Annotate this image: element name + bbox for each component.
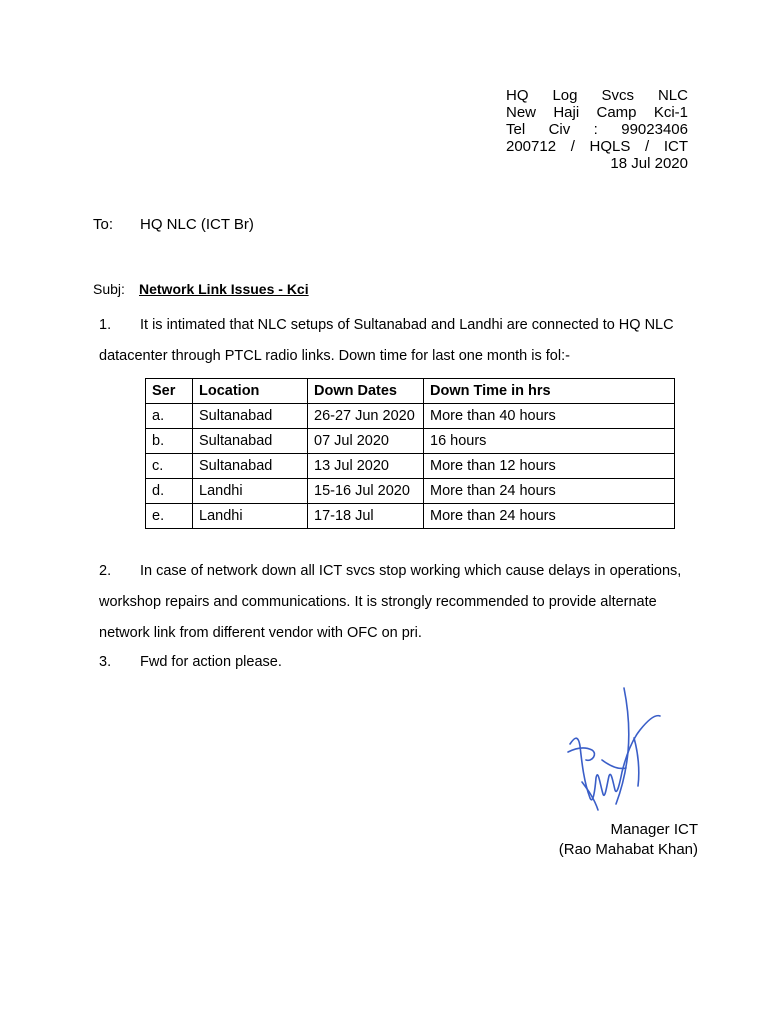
address-line-2 (506, 104, 688, 121)
handwritten-signature (562, 686, 667, 816)
table-cell: More than 24 hours (424, 479, 675, 504)
table-cell: e. (146, 504, 193, 529)
paragraph-number: 2. (99, 563, 112, 579)
address-word: Haji (553, 104, 580, 121)
paragraph-1 (99, 310, 699, 372)
letterhead-address (506, 87, 688, 172)
table-row (146, 454, 675, 479)
reference-word: HQLS (589, 138, 631, 155)
letter-date (506, 155, 688, 172)
table-cell: Landhi (193, 479, 308, 504)
date-text: 18 Jul 2020 (610, 155, 688, 172)
column-header: Ser (146, 379, 193, 404)
table-cell: 13 Jul 2020 (308, 454, 424, 479)
table-cell: 07 Jul 2020 (308, 429, 424, 454)
address-line-1 (506, 87, 688, 104)
paragraph-text: Fwd for action please. (140, 654, 282, 670)
table-row (146, 504, 675, 529)
table-row (146, 404, 675, 429)
table-cell: More than 24 hours (424, 504, 675, 529)
downtime-table (145, 378, 675, 529)
address-word: Civ (548, 121, 571, 138)
table-cell: Landhi (193, 504, 308, 529)
to-label: To: (93, 216, 114, 233)
paragraph-number: 1. (99, 317, 112, 333)
address-word: Kci-1 (653, 104, 688, 121)
address-word: Camp (596, 104, 637, 121)
table-cell: 16 hours (424, 429, 675, 454)
column-header: Down Dates (308, 379, 424, 404)
column-header: Location (193, 379, 308, 404)
subject-text: Network Link Issues - Kci (139, 281, 309, 297)
table-cell: 15-16 Jul 2020 (308, 479, 424, 504)
address-line-4 (506, 138, 688, 155)
phone-number: 99023406 (621, 121, 688, 138)
address-line-3 (506, 121, 688, 138)
table-cell: More than 12 hours (424, 454, 675, 479)
address-word: Tel (506, 121, 526, 138)
column-header: Down Time in hrs (424, 379, 675, 404)
address-word: : (593, 121, 598, 138)
table-row (146, 429, 675, 454)
reference-word: / (645, 138, 650, 155)
reference-word: ICT (663, 138, 688, 155)
table-row (146, 479, 675, 504)
subject-line (93, 281, 309, 297)
table-cell: 17-18 Jul (308, 504, 424, 529)
addressee-line (93, 216, 254, 233)
table-cell: b. (146, 429, 193, 454)
reference-word: 200712 (506, 138, 557, 155)
signatory-name: (Rao Mahabat Khan) (558, 841, 698, 858)
table-cell: Sultanabad (193, 429, 308, 454)
table-cell: 26-27 Jun 2020 (308, 404, 424, 429)
table-cell: c. (146, 454, 193, 479)
table-header-row (146, 379, 675, 404)
address-word: New (506, 104, 537, 121)
address-word: HQ (506, 87, 529, 104)
subject-label: Subj: (93, 281, 125, 297)
address-word: Svcs (601, 87, 634, 104)
address-word: NLC (657, 87, 688, 104)
table-cell: Sultanabad (193, 404, 308, 429)
addressee: HQ NLC (ICT Br) (140, 216, 254, 233)
reference-word: / (570, 138, 575, 155)
table-cell: Sultanabad (193, 454, 308, 479)
address-word: Log (552, 87, 578, 104)
signature-block (540, 820, 698, 860)
table-cell: More than 40 hours (424, 404, 675, 429)
table-cell: d. (146, 479, 193, 504)
signatory-title: Manager ICT (610, 821, 698, 838)
paragraph-number: 3. (99, 654, 112, 670)
paragraph-3 (99, 647, 699, 678)
table-cell: a. (146, 404, 193, 429)
paragraph-2 (99, 556, 699, 649)
paragraph-text: In case of network down all ICT svcs stop working which cause delays in operations, workshop repairs and communications. It is strongly recommended to provide alternate network link from different vendor with OFC on pri. (99, 563, 682, 641)
paragraph-text: It is intimated that NLC setups of Sultanabad and Landhi are connected to HQ NLC datacenter through PTCL radio links. Down time for last one month is fol:- (99, 317, 674, 364)
